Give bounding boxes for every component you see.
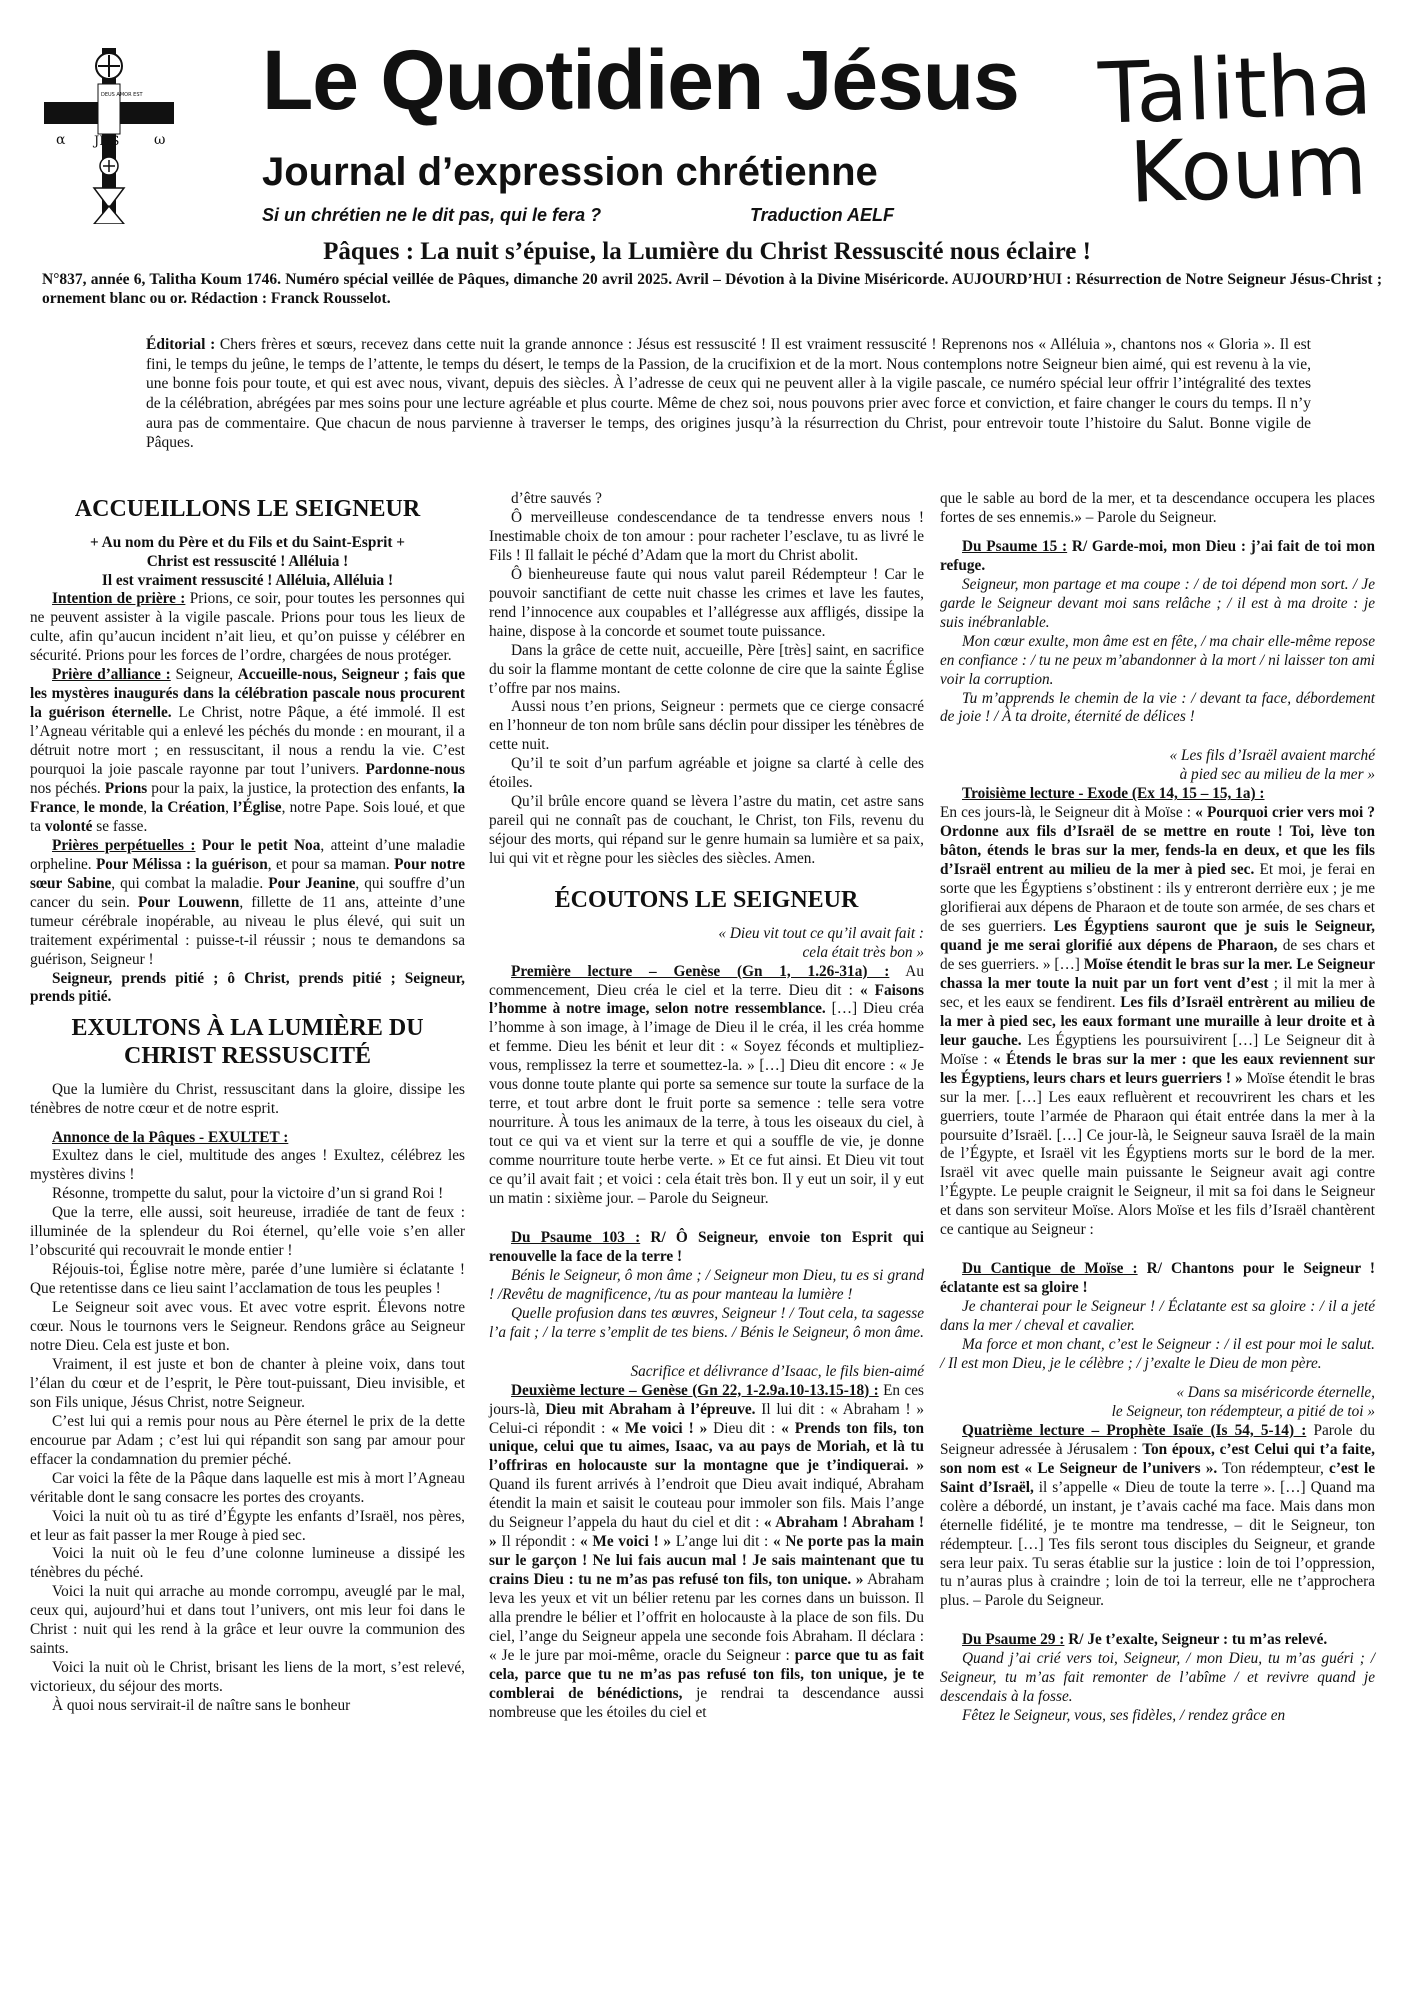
l3-b: « Pourquoi crier vers moi ? Ordonne aux fils d’Israël de se mettre en route ! Toi, lève ton bâton, étends le bras sur la mer, fends-la en deux, et que les fils d’Israël entrent au milieu de la mer à pied sec. [940, 804, 1376, 879]
perp-3: Pour Mélissa : la guérison [95, 855, 268, 873]
kyrie [30, 970, 465, 1008]
l4-a: Parole du Seigneur adressée à Jérusalem : [940, 1421, 1375, 1458]
psalm-29-stanza-1: Quand j’ai crié vers toi, Seigneur, / mon Dieu, tu m’as guéri ; / Seigneur, tu m’as fait remonter de l’abîme / et revivre quand je descendais à la fosse. [940, 1650, 1375, 1706]
cantique-stanza-1: Je chanterai pour le Seigneur ! / Éclatante est sa gloire : / il a jeté dans la mer / cheval et cavalier. [940, 1298, 1375, 1335]
psalm-103-label: Du Psaume 103 : [511, 1228, 641, 1246]
alliance-b: Accueille-nous, Seigneur ; fais que les mystères inaugurés dans la célébration pascale nous procurent la guérison éternelle. [30, 666, 466, 722]
psalm-103-stanza-1: Bénis le Seigneur, ô mon âme ; / Seigneur mon Dieu, tu es si grand ! /Revêtu de magnificence, /tu as pour manteau la lumière ! [489, 1266, 924, 1303]
psalm-103-stanza-2: Quelle profusion dans tes œuvres, Seigneur ! / Tout cela, ta sagesse l’a fait ; / la terre s’emplit de tes biens. / Bénis le Seigneur, ô mon âme. [489, 1304, 924, 1341]
talitha-koum-logo [1096, 35, 1376, 222]
l2-e: Dieu dit : [707, 1419, 782, 1437]
alliance-label: Prière d’alliance : [52, 666, 171, 684]
section-heading-ecoutons: ÉCOUTONS LE SEIGNEUR [554, 887, 859, 914]
exultet-5: Le Seigneur soit avec vous. Et avec votre esprit. Élevons notre cœur. Nous le tournons vers le Seigneur. Rendons grâce au Seigneur notre Dieu. Cela est juste et bon. [30, 1299, 465, 1354]
exultet-17: Aussi nous t’en prions, Seigneur : permets que ce cierge consacré en l’honneur de ton nom brûle sans déclin pour dissiper les ténèbres de cette nuit. [489, 698, 924, 754]
psalm-15 [940, 538, 1375, 576]
omega-glyph: ω [154, 132, 166, 148]
psalm-103 [489, 1229, 924, 1267]
alliance-i: , [75, 798, 84, 816]
l2-c: Il lui dit : « Abraham ! » Celui-ci répondit : [489, 1400, 924, 1437]
fourth-reading-label: Quatrième lecture – Prophète Isaïe (Is 54, 5-14) : [962, 1421, 1307, 1439]
exultet-13: À quoi nous servirait-il de naître sans le bonheur [52, 1697, 351, 1715]
cantique-refrain: R/ Chantons pour le Seigneur ! éclatante est sa gloire ! [940, 1260, 1375, 1297]
cantique-label: Du Cantique de Moïse : [962, 1260, 1138, 1278]
exultet-6: Vraiment, il est juste et bon de chanter à pleine voix, dans tout l’élan du cœur et de l’esprit, le Père tout-puissant, Dieu invisible, et son Fils unique, Jésus Christ, notre Seigneur. [30, 1355, 465, 1411]
column-1 [30, 488, 465, 1716]
col2-continuation: d’être sauvés ? [511, 490, 602, 507]
section-heading-accueil: ACCUEILLONS LE SEIGNEUR [74, 496, 421, 522]
issue-meta: N°837, année 6, Talitha Koum 1746. Numéro spécial veillée de Pâques, dimanche 20 avril 2025. Avril – Dévotion à la Divine Miséricorde. AUJOURD’HUI : Résurrection de Notre Seigneur Jésus-Christ ; ornement blanc ou or. Rédaction : Franck Rousselot. [42, 271, 1382, 308]
alliance-h: la France [30, 779, 465, 816]
exultet-16: Dans la grâce de cette nuit, accueille, Père [très] saint, en sacrifice du soir la flamme montant de cette colonne de cire que la sainte Église t’offre par nos mains. [489, 641, 924, 697]
column-2 [489, 490, 924, 1723]
l1-a: Au commencement, Dieu créa le ciel et la terre. Dieu dit : [489, 962, 924, 999]
first-reading-label: Première lecture – Genèse (Gn 1, 1.26-31a) : [511, 962, 890, 980]
alliance-d: Pardonne-nous [365, 761, 465, 779]
quote-2: Sacrifice et délivrance d’Isaac, le fils bien-aimé [630, 1362, 924, 1380]
l2-d: « Me voici ! » [611, 1419, 708, 1437]
l3-d: Les Égyptiens sauront que je suis le Seigneur, quand je me serai glorifié aux dépens de Pharaon, [940, 918, 1375, 954]
section-heading-exultons: EXULTONS À LA LUMIÈRE DU CHRIST RESSUSCITÉ [71, 1015, 424, 1070]
koum-word: Koum [1127, 115, 1369, 222]
l4-d: c’est le Saint d’Israël, [940, 1459, 1375, 1496]
perp-2: , atteint d’une maladie orpheline. [30, 836, 465, 873]
newspaper-motto: Si un chrétien ne le dit pas, qui le fera ? [262, 205, 602, 225]
exultet-heading [30, 1129, 465, 1148]
quote-3b: à pied sec au milieu de la mer » [1179, 766, 1375, 784]
l2-g: Quand ils furent arrivés à l’endroit que Dieu avait indiqué, Abraham étendit la main et saisit le couteau pour immoler son fils. Mais l’ange du Seigneur l’appela du haut du ciel et dit : [489, 1476, 924, 1532]
exultet-3: Que la terre, elle aussi, soit heureuse, irradiée de tant de feux : illuminée de la splendeur du Roi éternel, qu’elle voie s’en aller l’obscurité qui recouvrait le monde entier ! [30, 1204, 465, 1260]
l1-b: « Faisons l’homme à notre image, selon notre ressemblance. [489, 981, 924, 1018]
alliance-c: Le Christ, notre Pâque, a été immolé. Il est l’Agneau véritable qui a enlevé les péchés du monde : en mourant, il a détruit notre mort ; en ressuscitant, il nous a rendu la vie. C’est pourquoi la joie pascale rayonne par tout l’univers. [30, 704, 465, 779]
alliance-g: pour la paix, la justice, la protection des enfants, [147, 779, 454, 797]
alliance-q: se fasse. [92, 817, 148, 835]
third-reading-label: Troisième lecture - Exode (Ex 14, 15 – 15, 1a) : [962, 785, 1265, 803]
perp-9: Pour Louwenn [138, 893, 240, 911]
alliance-l: la Création [151, 798, 226, 816]
cantique-stanza-2: Ma force et mon chant, c’est le Seigneur : / il est pour moi le salut. / Il est mon Dieu, je le célèbre ; / j’exalte le Dieu de mon père. [940, 1336, 1375, 1372]
perp-7: Pour Jeanine [268, 874, 356, 892]
editorial [146, 335, 1311, 453]
l2-f: « Prends ton fils, ton unique, celui que tu aimes, Isaac, va au pays de Moriah, et là tu l’offriras en holocauste sur la montagne que je t’indiquerai. » [489, 1419, 924, 1475]
l3-k: Moïse étendit le bras sur la mer. […] Les eaux refluèrent et recouvrirent les chars et les guerriers, toute l’armée de Pharaon qui était entrée dans la mer à la poursuite d’Israël. […] Ce jour-là, le Seigneur sauva Israël de la main de l’Égypte, et Israël vit les Égyptiens morts sur le bord de la mer. Israël vit avec quelle main puissante le Seigneur avait agi contre l’Égypte. Le peuple craignit le Seigneur, il mit sa foi dans le Seigneur et dans son serviteur Moïse. Alors Moïse et les fils d’Israël chantèrent ce cantique au Seigneur : [940, 1069, 1375, 1239]
quote-4b: le Seigneur, ton rédempteur, a pitié de toi » [1111, 1402, 1375, 1420]
exultet-19: Qu’il brûle encore quand se lèvera l’astre du matin, cet astre sans pareil qui ne connaît pas de couchant, le Christ, ton Fils, revenu du séjour des morts, qui répand sur le genre humain sa lumière et sa paix, lui qui vit et règne pour les siècles des siècles. Amen. [489, 793, 924, 868]
exultet-14: Ô merveilleuse condescendance de ta tendresse envers nous ! Inestimable choix de ton amour : pour racheter l’esclave, tu as livré le Fils ! Il fallait le péché d’Adam que la mort du Christ abolit. [489, 508, 924, 564]
psalm-15-refrain: R/ Garde-moi, mon Dieu : j’ai fait de toi mon refuge. [940, 537, 1375, 574]
exultet-15: Ô bienheureuse faute qui nous valut pareil Rédempteur ! Car le pouvoir sanctifiant de cette nuit chasse les crimes et lave les fautes, rend l’innocence aux coupables et l’allégresse aux affligés, dissipe la haine, dispose à la concorde et soumet toute puissance. [489, 565, 924, 640]
exultet-10: Voici la nuit où le feu d’une colonne lumineuse a dissipé les ténèbres du péché. [30, 1545, 465, 1582]
l3-h: Les fils d’Israël entrèrent au milieu de la mer à pied sec, les eaux formant une muraille à leur droite et à leur gauche. [940, 993, 1375, 1049]
lumiere-paragraph: Que la lumière du Christ, ressuscitant dans la gloire, dissipe les ténèbres de notre cœur et de notre esprit. [30, 1080, 465, 1117]
exultet-18: Qu’il te soit d’un parfum agréable et joigne sa clarté à celle des étoiles. [489, 755, 924, 792]
perp-6: , qui combat la maladie. [111, 874, 269, 892]
talitha-word: Talitha [1096, 35, 1374, 143]
alliance-f: Prions [104, 779, 148, 797]
l2-a: En ces jours-là, [489, 1381, 924, 1418]
perp-1: Pour le petit Noa [195, 836, 321, 854]
l2-k: L’ange lui dit : [671, 1533, 774, 1551]
perpetual-label: Prières perpétuelles : [52, 836, 196, 854]
deus-amor-est: DEUS AMOR EST [101, 92, 143, 98]
newspaper-title: Le Quotidien Jésus [262, 33, 1019, 127]
l3-f: Moïse étendit le bras sur la mer. Le Seigneur chassa la mer toute la nuit par un fort vent d’est [940, 955, 1375, 992]
alliance-n: l’Église [233, 798, 282, 816]
alliance-p: volonté [44, 817, 93, 835]
col3-continuation: que le sable au bord de la mer, et ta descendance occupera les places fortes de ses ennemis.» – Parole du Seigneur. [940, 490, 1375, 526]
alliance-o: , notre Pape. Sois loué, et que ta [30, 798, 466, 835]
alliance-j: le monde [83, 798, 144, 816]
intention-label: Intention de prière : [52, 590, 186, 608]
l2-o: je rendrai ta descendance aussi nombreuse que les étoiles du ciel et [489, 1684, 924, 1721]
masthead [0, 0, 1414, 230]
exultet-8: Car voici la fête de la Pâque dans laquelle est mis à mort l’Agneau véritable dont le sang consacre les portes des croyants. [30, 1469, 465, 1506]
alpha-glyph: α [56, 132, 66, 148]
intention-paragraph [30, 590, 465, 666]
alliance-e: nos péchés. [30, 779, 105, 797]
perpetual-prayers [30, 837, 465, 970]
l2-h: « Abraham ! Abraham ! » [489, 1514, 924, 1551]
psalm-29-refrain: R/ Je t’exalte, Seigneur : tu m’as relevé. [1064, 1631, 1328, 1649]
third-reading-heading [940, 785, 1375, 804]
l2-l: « Ne porte pas la main sur le garçon ! Ne lui fais aucun mal ! Je sais maintenant que tu crains Dieu : tu ne m’as pas refusé ton fils, ton unique. » [489, 1533, 924, 1589]
exultet-9: Voici la nuit où tu as tiré d’Égypte les enfants d’Israël, nos pères, et leur as fait passer la mer Rouge à pied sec. [30, 1507, 465, 1544]
alliance-paragraph [30, 666, 465, 837]
issue-headline: Pâques : La nuit s’épuise, la Lumière du Christ Ressuscité nous éclaire ! [323, 238, 1091, 265]
acclamation-2: Il est vraiment ressuscité ! Alléluia, Alléluia ! [101, 571, 394, 589]
alliance-a: Seigneur, [170, 666, 238, 684]
psalm-15-stanza-2: Mon cœur exulte, mon âme est en fête, / ma chair elle-même repose en confiance : / tu ne peux m’abandonner à la mort / ni laisser ton ami voir la corruption. [940, 632, 1375, 688]
editorial-text: Chers frères et sœurs, recevez dans cette nuit la grande annonce : Jésus est ressuscité ! Il est vraiment ressuscité ! Reprenons nos « Alléluia », chantons nos « Gloria ». Il est fini, le temps du jeûne, le temps de l’attente, le temps du désert, le temps de la Passion, de la crucifixion et de la mort. Nous contemplons notre Seigneur bien aimé, qui est revenu à la vie, une bonne fois pour toute, et qui est avec nous, vivant, depuis des siècles. À l’adresse de ceux qui ne peuvent aller à la vigile pascale, ce numéro spécial leur offrir l’intégralité des textes de la célébration, abrégées par mes soins pour une lecture agréable et plus courte. Même de chez soi, nous pouvons prier avec force et conviction, et faire changer le cours du temps. Il n’y aura pas de commentaire. Que chacun de nous parvienne à traverser le temps, des origines jusqu’à la résurrection du Christ, pour entrevoir toute l’histoire du Salut. Bonne vigile de Pâques. [146, 336, 1311, 452]
l3-a: En ces jours-là, le Seigneur dit à Moïse : [940, 804, 1196, 822]
psalm-15-stanza-3: Tu m’apprends le chemin de la vie : / devant ta face, débordement de joie ! / À ta droite, éternité de délices ! [940, 689, 1375, 726]
ihs-monogram: JHS [94, 134, 120, 149]
l3-g: ; il mit la mer à sec, et les eaux se fendirent. [940, 974, 1375, 1011]
l2-m: Abraham leva les yeux et vit un bélier retenu par les cornes dans un buisson. Il alla prendre le bélier et l’offrit en holocauste à la place de son fils. Du ciel, l’ange du Seigneur appela une seconde fois Abraham. Il déclara : « Je le jure par moi-même, oracle du Seigneur : [489, 1571, 924, 1664]
l1-c: […] Dieu créa l’homme à son image, à l’image de Dieu il le créa, il les créa homme et femme. Dieu les bénit et leur dit : « Soyez féconds et multipliez-vous, remplissez la terre et soumettez-la. » […] Dieu dit encore : « Je vous donne toute plante qui porte sa semence sur toute la surface de la terre, et tout arbre dont le fruit porte sa semence : telle sera votre nourriture. À tous les animaux de la terre, à tous les oiseaux du ciel, à tout ce qui va et vient sur la terre et qui a souffle de vie, je donne comme nourriture toute herbe verte. » Et ce fut ainsi. Et Dieu vit tout ce qu’il avait fait ; et voici : cela était très bon. Il y eut un soir, il y eut un matin : sixième jour. – Parole du Seigneur. [489, 1000, 924, 1207]
quote-1a: « Dieu vit tout ce qu’il avait fait : [718, 924, 924, 942]
perp-4: , et pour sa maman. [267, 855, 395, 873]
translation-credit: Traduction AELF [750, 205, 894, 225]
cross-logo-icon [44, 48, 174, 224]
psalm-15-label: Du Psaume 15 : [962, 537, 1068, 555]
l4-b: Ton époux, c’est Celui qui t’a faite, son nom est « Le Seigneur de l’univers ». [940, 1440, 1375, 1477]
exultet-7: C’est lui qui a remis pour nous au Père éternel le prix de la dette encourue par Adam ; c’est lui qui répandit son sang par amour pour effacer la condamnation du premier péché. [30, 1412, 465, 1468]
alliance-m: , [225, 798, 234, 816]
exultet-11: Voici la nuit qui arrache au monde corrompu, aveuglé par le mal, ceux qui, aujourd’hui et dans tout l’univers, ont mis leur foi dans le Christ : nuit qui les rend à la grâce et leur ouvre la communion des saints. [30, 1583, 465, 1658]
intention-text: Prions, ce soir, pour toutes les personnes qui ne peuvent assister à la vigile pascale. Prions pour tous les lieux de culte, afin qu’aucun incident n’ait lieu, et qu’on puisse y célébrer en sécurité. Prions pour les forces de l’ordre, chargées de nous protéger. [30, 590, 466, 665]
sign-of-cross: + Au nom du Père et du Fils et du Saint-Esprit + [89, 533, 406, 551]
quote-4a: « Dans sa miséricorde éternelle, [1176, 1383, 1375, 1401]
psalm-29-label: Du Psaume 29 : [962, 1631, 1065, 1649]
l4-c: Ton rédempteur, [1217, 1459, 1330, 1477]
acclamation-1: Christ est ressuscité ! Alléluia ! [146, 552, 349, 570]
l2-i: Il répondit : [496, 1533, 581, 1551]
quote-3a: « Les fils d’Israël avaient marché [1169, 747, 1375, 765]
newspaper-subtitle: Journal d’expression chrétienne [262, 150, 878, 194]
l3-j: « Étends le bras sur la mer : que les eaux reviennent sur les Égyptiens, leurs chars et leurs guerriers ! » [940, 1050, 1376, 1087]
second-reading-label: Deuxième lecture – Genèse (Gn 22, 1-2.9a.10-13.15-18) : [511, 1381, 879, 1399]
exultet-2: Résonne, trompette du salut, pour la victoire d’un si grand Roi ! [52, 1185, 444, 1203]
third-reading [940, 804, 1375, 1240]
perp-8: , qui souffre d’un cancer du sein. [30, 874, 465, 911]
l2-n: parce que tu as fait cela, parce que tu ne m’as pas refusé ton fils, ton unique, je te comblerai de bénédictions, [489, 1646, 924, 1702]
perp-5: Pour notre sœur Sabine [30, 855, 466, 892]
l2-j: « Me voici ! » [580, 1533, 672, 1551]
perp-10: , fillette de 11 ans, atteinte d’une tumeur cérébrale inopérable, au niveau le plus élevé, qui suit un traitement expérimental : puisse-t-il réussir ; nous te demandons sa guérison, Seigneur ! [30, 893, 465, 968]
column-3 [940, 490, 1375, 1726]
l2-b: Dieu mit Abraham à l’épreuve. [545, 1400, 756, 1418]
psalm-29 [940, 1631, 1375, 1650]
quote-1b: cela était très bon » [802, 943, 924, 961]
l3-i: Les Égyptiens les poursuivirent […] Le Seigneur dit à Moïse : [940, 1031, 1375, 1068]
psalm-15-stanza-1: Seigneur, mon partage et ma coupe : / de toi dépend mon sort. / Je garde le Seigneur devant moi sans relâche ; / il est à ma droite : je suis inébranlable. [940, 575, 1375, 631]
psalm-29-stanza-2: Fêtez le Seigneur, vous, ses fidèles, / rendez grâce en [962, 1707, 1286, 1725]
exultet-12: Voici la nuit où le Christ, brisant les liens de la mort, s’est relevé, victorieux, du séjour des morts. [30, 1659, 465, 1696]
exultet-4: Réjouis-toi, Église notre mère, parée d’une lumière si éclatante ! Que retentisse dans ce lieu saint l’acclamation de tous les peuples ! [30, 1261, 465, 1298]
exultet-label: Annonce de la Pâques - EXULTET : [52, 1128, 289, 1146]
exultet-1: Exultez dans le ciel, multitude des anges ! Exultez, célébrez les mystères divins ! [30, 1147, 465, 1184]
alliance-k: , [143, 798, 152, 816]
editorial-label: Éditorial : [146, 336, 216, 353]
l4-e: il s’appelle « Dieu de toute la terre ». […] Quand ma colère a débordé, un instant, je t’avais caché ma face. Mais dans mon éternelle fidélité, je te montre ma tendresse, – dit le Seigneur, ton rédempteur. […] Tes fils seront tous disciples du Seigneur, et grande sera leur paix. Tu seras établie sur la justice : loin de toi l’oppression, tu n’auras plus à craindre ; loin de toi la terreur, elle ne t’approchera plus. – Parole du Seigneur. [940, 1478, 1376, 1610]
cantique [940, 1260, 1375, 1298]
l3-e: de ses chars et de ses guerriers. » […] [940, 936, 1375, 973]
fourth-reading [940, 1422, 1375, 1612]
first-reading [489, 963, 924, 1209]
second-reading [489, 1382, 924, 1723]
psalm-103-refrain: R/ Ô Seigneur, envoie ton Esprit qui renouvelle la face de la terre ! [489, 1228, 924, 1265]
l3-c: Et moi, je ferai en sorte que les Égyptiens s’obstinent : ils y entreront derrière eux ; je me glorifierai aux dépens de Pharaon et de toute son armée, de ses chars et de ses guerriers. [940, 861, 1375, 936]
kyrie-text: Seigneur, prends pitié ; ô Christ, prends pitié ; Seigneur, prends pitié. [30, 969, 465, 1006]
